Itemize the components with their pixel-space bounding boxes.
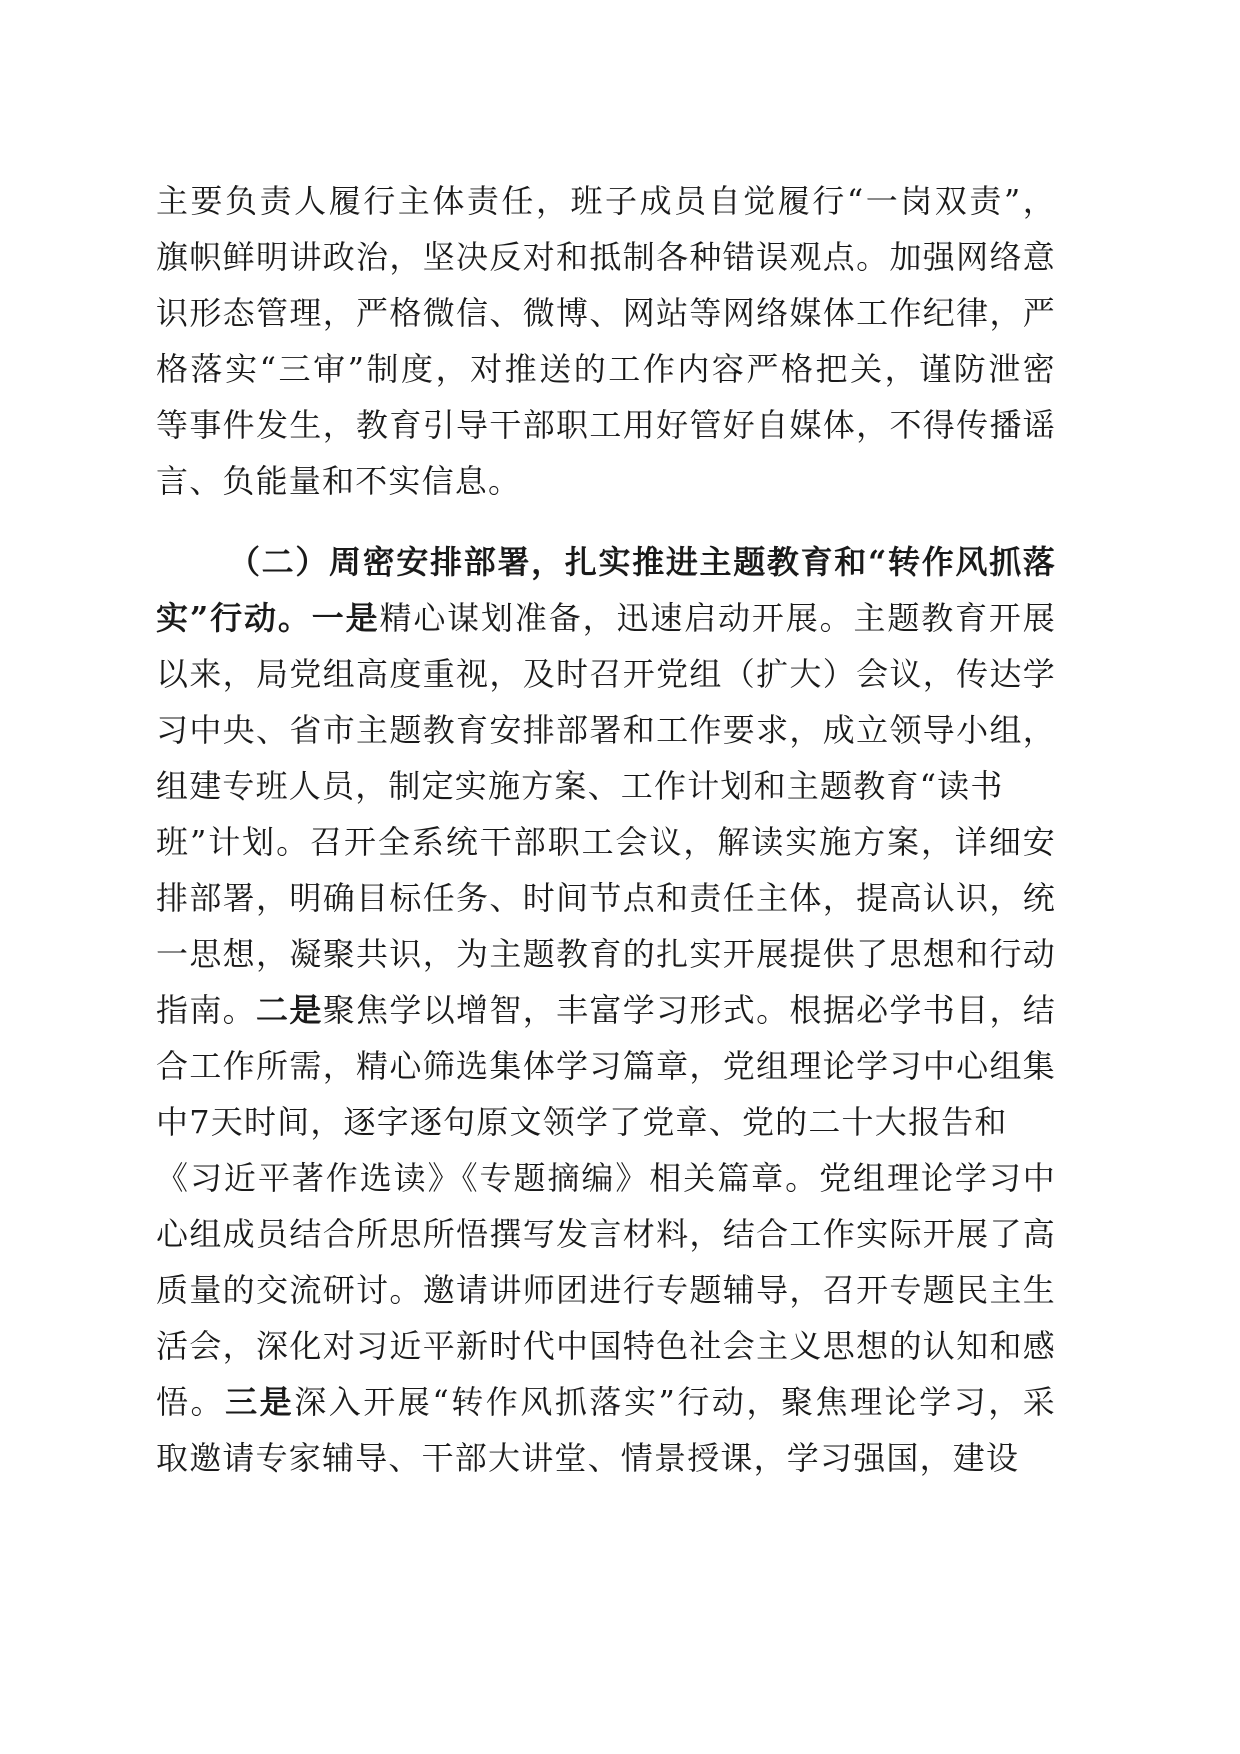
paragraph-line: 中7天时间，逐字逐句原文领学了党章、党的二十大报告和 [156,1103,1008,1141]
paragraph-line [156,1374,1056,1430]
paragraph-line [156,982,1056,1038]
paragraph-text: 指南。 [156,991,257,1029]
paragraph-line: 习中央、省市主题教育安排部署和工作要求，成立领导小组， [156,711,1056,749]
paragraph-line: 排部署，明确目标任务、时间节点和责任主体，提高认识，统 [156,879,1056,917]
paragraph-text: 深入开展“转作风抓落实”行动，聚焦理论学习，采 [294,1383,1057,1421]
paragraph-line: 主要负责人履行主体责任，班子成员自觉履行“一岗双责”， [156,182,1056,220]
paragraph-line: 质量的交流研讨。邀请讲师团进行专题辅导，召开专题民主生 [156,1271,1056,1309]
paragraph-line: 一思想，凝聚共识，为主题教育的扎实开展提供了思想和行动 [156,935,1056,973]
paragraph-line: 言、负能量和不实信息。 [156,462,522,500]
heading-continuation: 实”行动。 [156,599,312,637]
point-marker: 二是 [256,991,323,1029]
paragraph-line: 班”计划。召开全系统干部职工会议，解读实施方案，详细安 [156,823,1056,861]
paragraph-line: 等事件发生，教育引导干部职工用好管好自媒体，不得传播谣 [156,406,1056,444]
paragraph-line: 格落实“三审”制度，对推送的工作内容严格把关，谨防泄密 [156,350,1056,388]
point-marker: 一是 [311,599,380,637]
paragraph-line: 取邀请专家辅导、干部大讲堂、情景授课，学习强国，建设 [156,1439,1020,1477]
paragraph-text: 悟。 [156,1383,226,1421]
paragraph-text: 精心谋划准备，迅速启动开展。主题教育开展 [379,599,1056,637]
paragraph-line: 心组成员结合所思所悟撰写发言材料，结合工作实际开展了高 [156,1215,1056,1253]
paragraph-line: 合工作所需，精心筛选集体学习篇章，党组理论学习中心组集 [156,1047,1056,1085]
section-heading: （二）周密安排部署，扎实推进主题教育和“转作风抓落 [228,543,1056,581]
paragraph-line: 组建专班人员，制定实施方案、工作计划和主题教育“读书 [156,767,1004,805]
paragraph-line [156,590,1056,646]
point-marker: 三是 [225,1383,295,1421]
paragraph-line: 以来，局党组高度重视，及时召开党组（扩大）会议，传达学 [156,655,1056,693]
paragraph-line: 旗帜鲜明讲政治，坚决反对和抵制各种错误观点。加强网络意 [156,238,1056,276]
paragraph-line: 《习近平著作选读》《专题摘编》相关篇章。党组理论学习中 [156,1159,1056,1197]
paragraph-text: 聚焦学以增智，丰富学习形式。根据必学书目，结 [322,991,1056,1029]
paragraph-line: 识形态管理，严格微信、微博、网站等网络媒体工作纪律，严 [156,294,1056,332]
paragraph-line: 活会，深化对习近平新时代中国特色社会主义思想的认知和感 [156,1327,1056,1365]
